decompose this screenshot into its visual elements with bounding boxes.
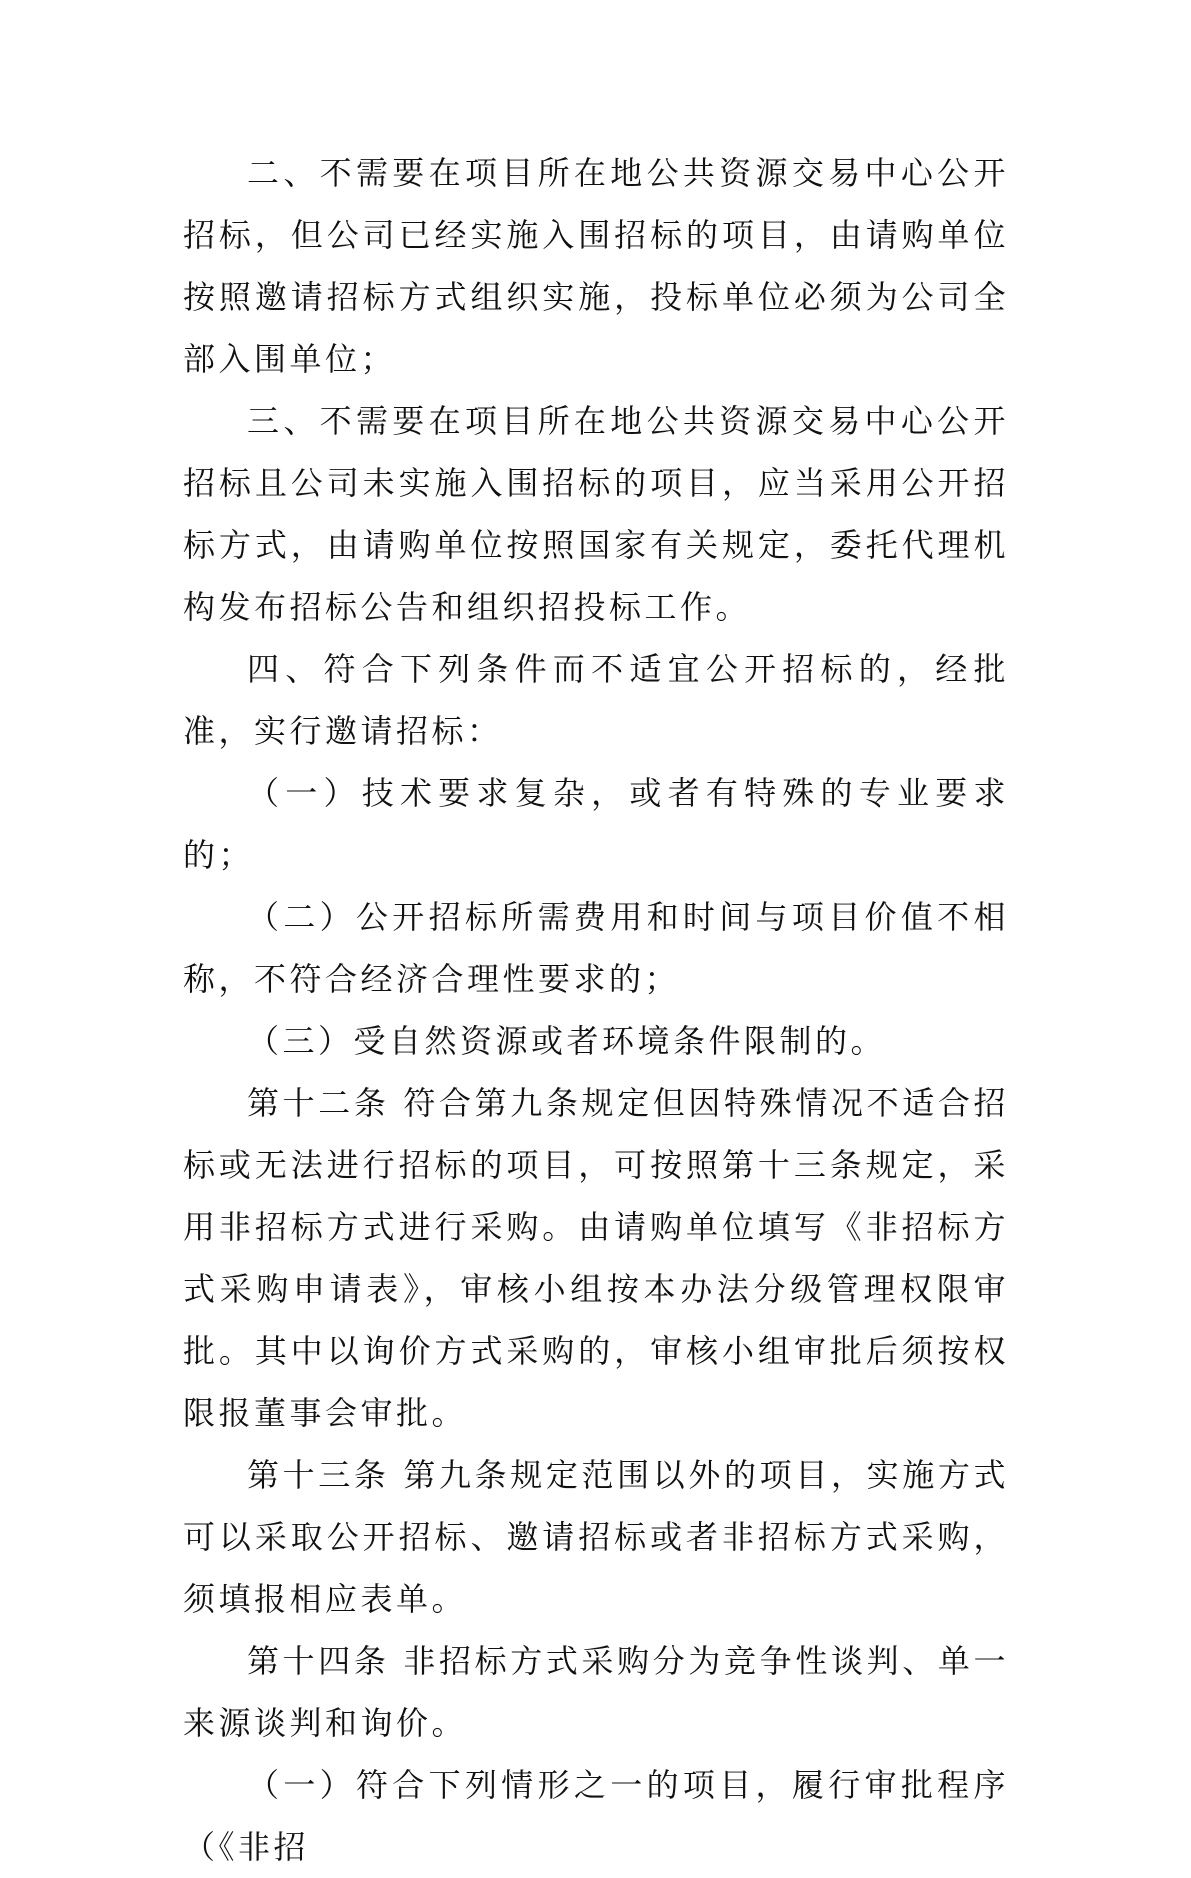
document-page xyxy=(183,142,1009,1878)
paragraph-article-14: 第十四条 非招标方式采购分为竞争性谈判、单一来源谈判和询价。 xyxy=(183,1642,1009,1742)
paragraph-item-3: （三）受自然资源或者环境条件限制的。 xyxy=(247,1022,887,1060)
paragraph-item-1: （一）技术要求复杂，或者有特殊的专业要求的； xyxy=(183,774,1009,874)
paragraph-clause-4: 四、符合下列条件而不适宜公开招标的，经批准，实行邀请招标： xyxy=(183,650,1009,750)
paragraph-clause-3: 三、不需要在项目所在地公共资源交易中心公开招标且公司未实施入围招标的项目，应当采用公开招标方式，由请购单位按照国家有关规定，委托代理机构发布招标公告和组织招投标工作。 xyxy=(183,402,1009,626)
paragraph-item-2: （二）公开招标所需费用和时间与项目价值不相称，不符合经济合理性要求的； xyxy=(183,898,1009,998)
paragraph-article-12: 第十二条 符合第九条规定但因特殊情况不适合招标或无法进行招标的项目，可按照第十三条规定，采用非招标方式进行采购。由请购单位填写《非招标方式采购申请表》，审核小组按本办法分级管理权限审批。其中以询价方式采购的，审核小组审批后须按权限报董事会审批。 xyxy=(183,1084,1009,1432)
paragraph-article-13: 第十三条 第九条规定范围以外的项目，实施方式可以采取公开招标、邀请招标或者非招标方式采购，须填报相应表单。 xyxy=(183,1456,1009,1618)
paragraph-clause-2: 二、不需要在项目所在地公共资源交易中心公开招标，但公司已经实施入围招标的项目，由请购单位按照邀请招标方式组织实施，投标单位必须为公司全部入围单位； xyxy=(183,154,1009,378)
paragraph-article-14-item-1: （一）符合下列情形之一的项目，履行审批程序（《非招 xyxy=(183,1766,1009,1866)
